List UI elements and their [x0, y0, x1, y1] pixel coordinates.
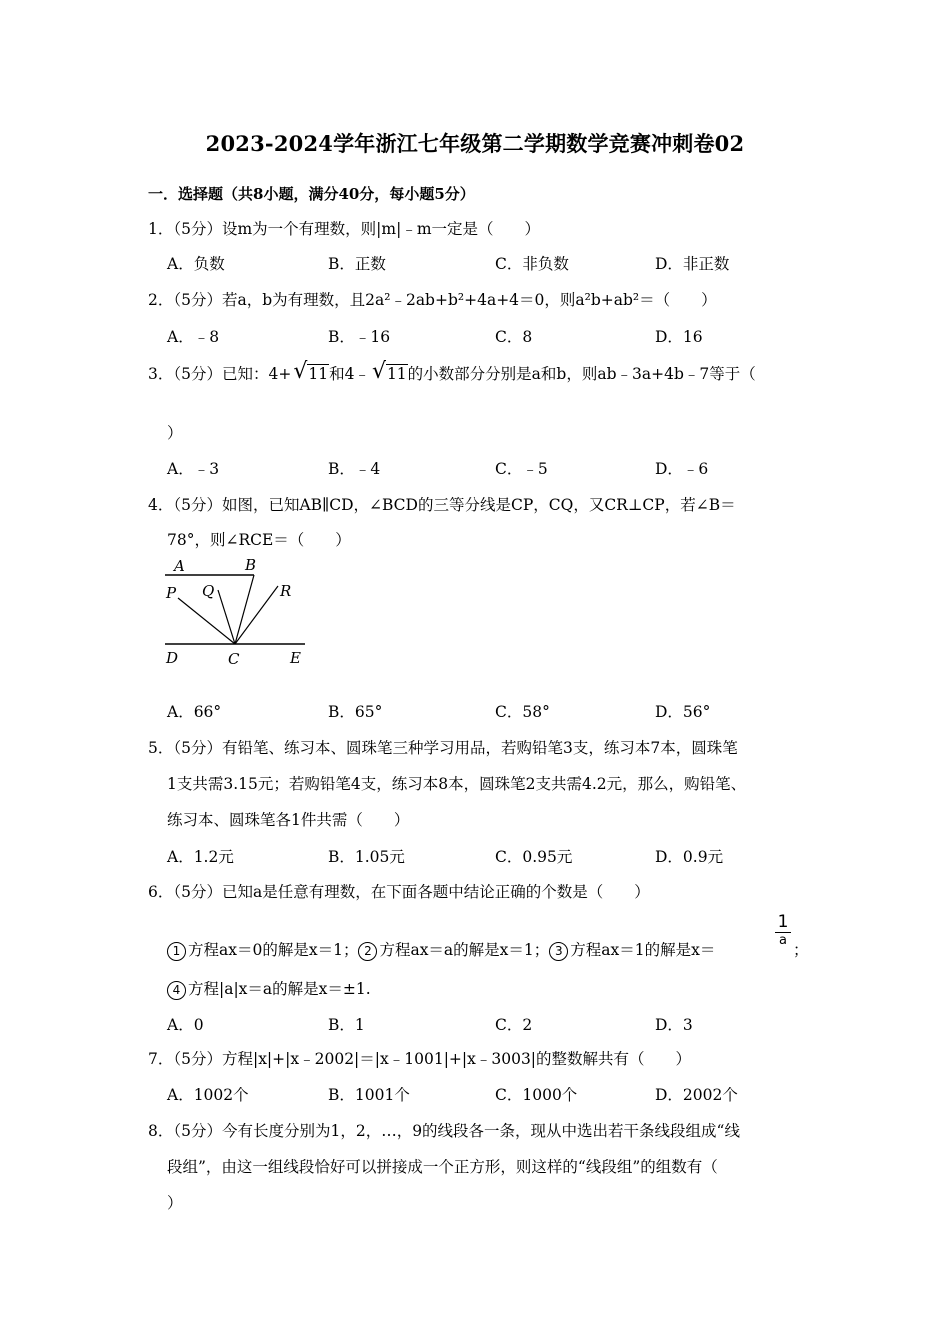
q6-condition-1: 方程ax＝0的解是x＝1； — [188, 941, 359, 959]
fraction-numerator: 1 — [775, 912, 791, 933]
q3-option-b: B．﹣4 — [328, 460, 381, 478]
q6-fraction — [775, 912, 791, 949]
q3-sqrt-2 — [371, 359, 408, 384]
q6-semicolon: ； — [793, 941, 809, 959]
q7-option-c: C．1000个 — [495, 1086, 578, 1104]
geometry-figure — [160, 556, 310, 668]
q3-stem-continued: ） — [167, 424, 183, 442]
q1-option-b: B．正数 — [328, 255, 386, 273]
q6-conditions-line-1 — [167, 938, 715, 961]
q2-option-a: A．﹣8 — [167, 328, 220, 346]
q2-option-b: B．﹣16 — [328, 328, 391, 346]
q4-stem: 4．（5分）如图，已知AB∥CD，∠BCD的三等分线是CP，CQ，又CR⊥CP，若∠B＝ — [148, 496, 736, 514]
q5-stem: 5．（5分）有铅笔、练习本、圆珠笔三种学习用品，若购铅笔3支，练习本7本，圆珠笔 — [148, 739, 738, 757]
q8-stem: 8．（5分）今有长度分别为1，2，…，9的线段各一条，现从中选出若干条线段组成“线 — [148, 1122, 740, 1140]
q7-option-d: D．2002个 — [655, 1086, 738, 1104]
q7-stem: 7．（5分）方程|x|+|x﹣2002|＝|x﹣1001|+|x﹣3003|的整数解共有（ ） — [148, 1050, 692, 1068]
radical-sign-icon: √ — [371, 359, 386, 384]
q5-option-a: A．1.2元 — [167, 848, 234, 866]
label-p: P — [166, 584, 177, 602]
q3-stem-pre: 3．（5分）已知：4+ — [148, 365, 292, 383]
q3-stem-post: 的小数部分分别是a和b，则ab﹣3a+4b﹣7等于（ — [407, 365, 756, 383]
q2-option-d: D．16 — [655, 328, 703, 346]
q6-option-d: D．3 — [655, 1016, 693, 1034]
q5-option-b: B．1.05元 — [328, 848, 405, 866]
q5-stem-continued-1: 1支共需3.15元；若购铅笔4支，练习本8本，圆珠笔2支共需4.2元，那么，购铅笔、 — [167, 775, 747, 793]
q6-conditions-line-2 — [167, 977, 371, 1000]
q2-stem: 2．（5分）若a，b为有理数，且2a²﹣2ab+b²+4a+4＝0，则a²b+ab²＝（ ） — [148, 291, 717, 309]
q8-stem-continued-1: 段组”，由这一组线段恰好可以拼接成一个正方形，则这样的“线段组”的组数有（ — [167, 1158, 718, 1176]
q8-stem-continued-2: ） — [167, 1194, 183, 1212]
radical-sign-icon: √ — [293, 359, 308, 384]
label-q: Q — [202, 582, 215, 600]
circled-number-4: 4 — [167, 981, 186, 1000]
q1-option-d: D．非正数 — [655, 255, 730, 273]
q4-option-a: A．66° — [167, 703, 222, 721]
label-c: C — [228, 650, 240, 668]
q1-stem: 1．（5分）设m为一个有理数，则|m|﹣m一定是（ ） — [148, 220, 541, 238]
fraction-denominator: a — [779, 933, 787, 948]
ray-cp — [178, 598, 235, 644]
ray-cq — [218, 590, 235, 644]
ray-cr — [235, 586, 278, 644]
q3-sqrt-1 — [293, 359, 329, 384]
q1-option-a: A．负数 — [167, 255, 225, 273]
ray-cb — [235, 575, 254, 644]
q6-stem: 6．（5分）已知a是任意有理数，在下面各题中结论正确的个数是（ ） — [148, 883, 650, 901]
label-b: B — [245, 556, 257, 574]
q6-option-c: C．2 — [495, 1016, 533, 1034]
label-r: R — [280, 582, 292, 600]
q7-option-b: B．1001个 — [328, 1086, 410, 1104]
q3-stem — [148, 359, 756, 384]
q5-option-c: C．0.95元 — [495, 848, 573, 866]
q5-stem-continued-2: 练习本、圆珠笔各1件共需（ ） — [167, 811, 410, 829]
circled-number-1: 1 — [167, 942, 186, 961]
q3-option-d: D．﹣6 — [655, 460, 709, 478]
q1-option-c: C．非负数 — [495, 255, 569, 273]
circled-number-2: 2 — [358, 942, 377, 961]
q4-option-d: D．56° — [655, 703, 711, 721]
circled-number-3: 3 — [549, 942, 568, 961]
label-e: E — [290, 649, 301, 667]
q7-option-a: A．1002个 — [167, 1086, 249, 1104]
q4-option-b: B．65° — [328, 703, 383, 721]
q3-stem-mid: 和4﹣ — [329, 365, 370, 383]
page-title: 2023-2024学年浙江七年级第二学期数学竞赛冲刺卷02 — [205, 131, 745, 156]
label-d: D — [166, 649, 179, 667]
q3-radicand-1: 11 — [308, 365, 329, 383]
q4-stem-continued: 78°，则∠RCE＝（ ） — [167, 531, 351, 549]
q3-option-c: C．﹣5 — [495, 460, 548, 478]
q6-option-a: A．0 — [167, 1016, 204, 1034]
q2-option-c: C．8 — [495, 328, 533, 346]
q6-condition-2: 方程ax＝a的解是x＝1； — [379, 941, 550, 959]
q4-option-c: C．58° — [495, 703, 550, 721]
q3-option-a: A．﹣3 — [167, 460, 220, 478]
q6-option-b: B．1 — [328, 1016, 365, 1034]
q3-radicand-2: 11 — [386, 365, 407, 383]
q5-option-d: D．0.9元 — [655, 848, 724, 866]
q6-condition-4: 方程|a|x＝a的解是x＝±1. — [188, 980, 371, 998]
section-heading: 一．选择题（共8小题，满分40分，每小题5分） — [148, 185, 475, 203]
label-a: A — [174, 557, 185, 575]
q6-condition-3: 方程ax＝1的解是x＝ — [570, 941, 716, 959]
